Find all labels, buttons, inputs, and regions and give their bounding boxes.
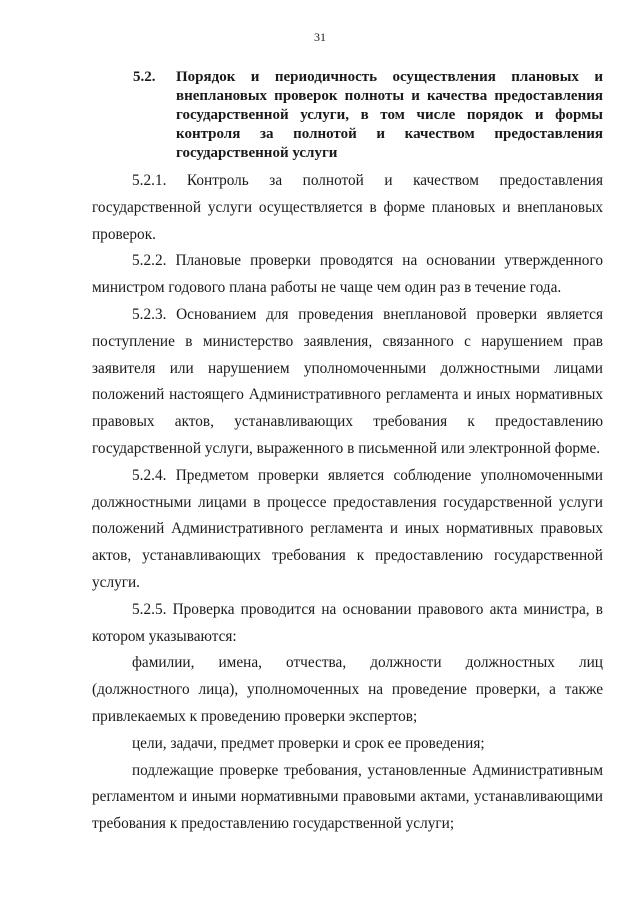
section-title: Порядок и периодичность осуществления плановых и внеплановых проверок полноты и качества предоставления государственной услуги, в том числе порядок и формы контроля за полнотой и качеством предоставления государственной услуги [176, 69, 603, 161]
paragraph-5-2-2: 5.2.2. Плановые проверки проводятся на основании утвержденного министром годового плана работы не чаще чем один раз в течение года. [92, 252, 603, 297]
paragraph-5-2-1: 5.2.1. Контроль за полнотой и качеством предоставления государственной услуги осуществляется в форме плановых и внеплановых проверок. [92, 172, 603, 243]
body-text [92, 168, 603, 838]
list-item-goals: цели, задачи, предмет проверки и срок ее проведения; [132, 734, 485, 752]
paragraph-5-2-4: 5.2.4. Предметом проверки является соблюдение уполномоченными должностными лицами в процессе предоставления государственной услуги положений Административного регламента и иных нормативных правовых актов, устанавливающих требования к предоставлению государственной услуги. [92, 466, 603, 591]
list-item-requirements: подлежащие проверке требования, установленные Административным регламентом и иными нормативными правовыми актами, устанавливающими требования к предоставлению государственной услуги; [92, 761, 603, 833]
section-heading [133, 68, 603, 163]
page-number: 31 [314, 30, 326, 44]
list-item-names: фамилии, имена, отчества, должности должностных лиц (должностного лица), уполномоченных на проведение проверки, а также привлекаемых к проведению проверки экспертов; [92, 654, 603, 725]
paragraph-5-2-3: 5.2.3. Основанием для проведения внеплановой проверки является поступление в министерство заявления, связанного с нарушением прав заявителя или нарушением уполномоченными должностными лицами положений настоящего Административного регламента и иных нормативных правовых актов, устанавливающих требования к предоставлению государственной услуги, выраженного в письменной или электронной форме. [92, 305, 603, 457]
paragraph-5-2-5: 5.2.5. Проверка проводится на основании правового акта министра, в котором указываются: [92, 600, 603, 645]
section-number: 5.2. [133, 69, 156, 85]
